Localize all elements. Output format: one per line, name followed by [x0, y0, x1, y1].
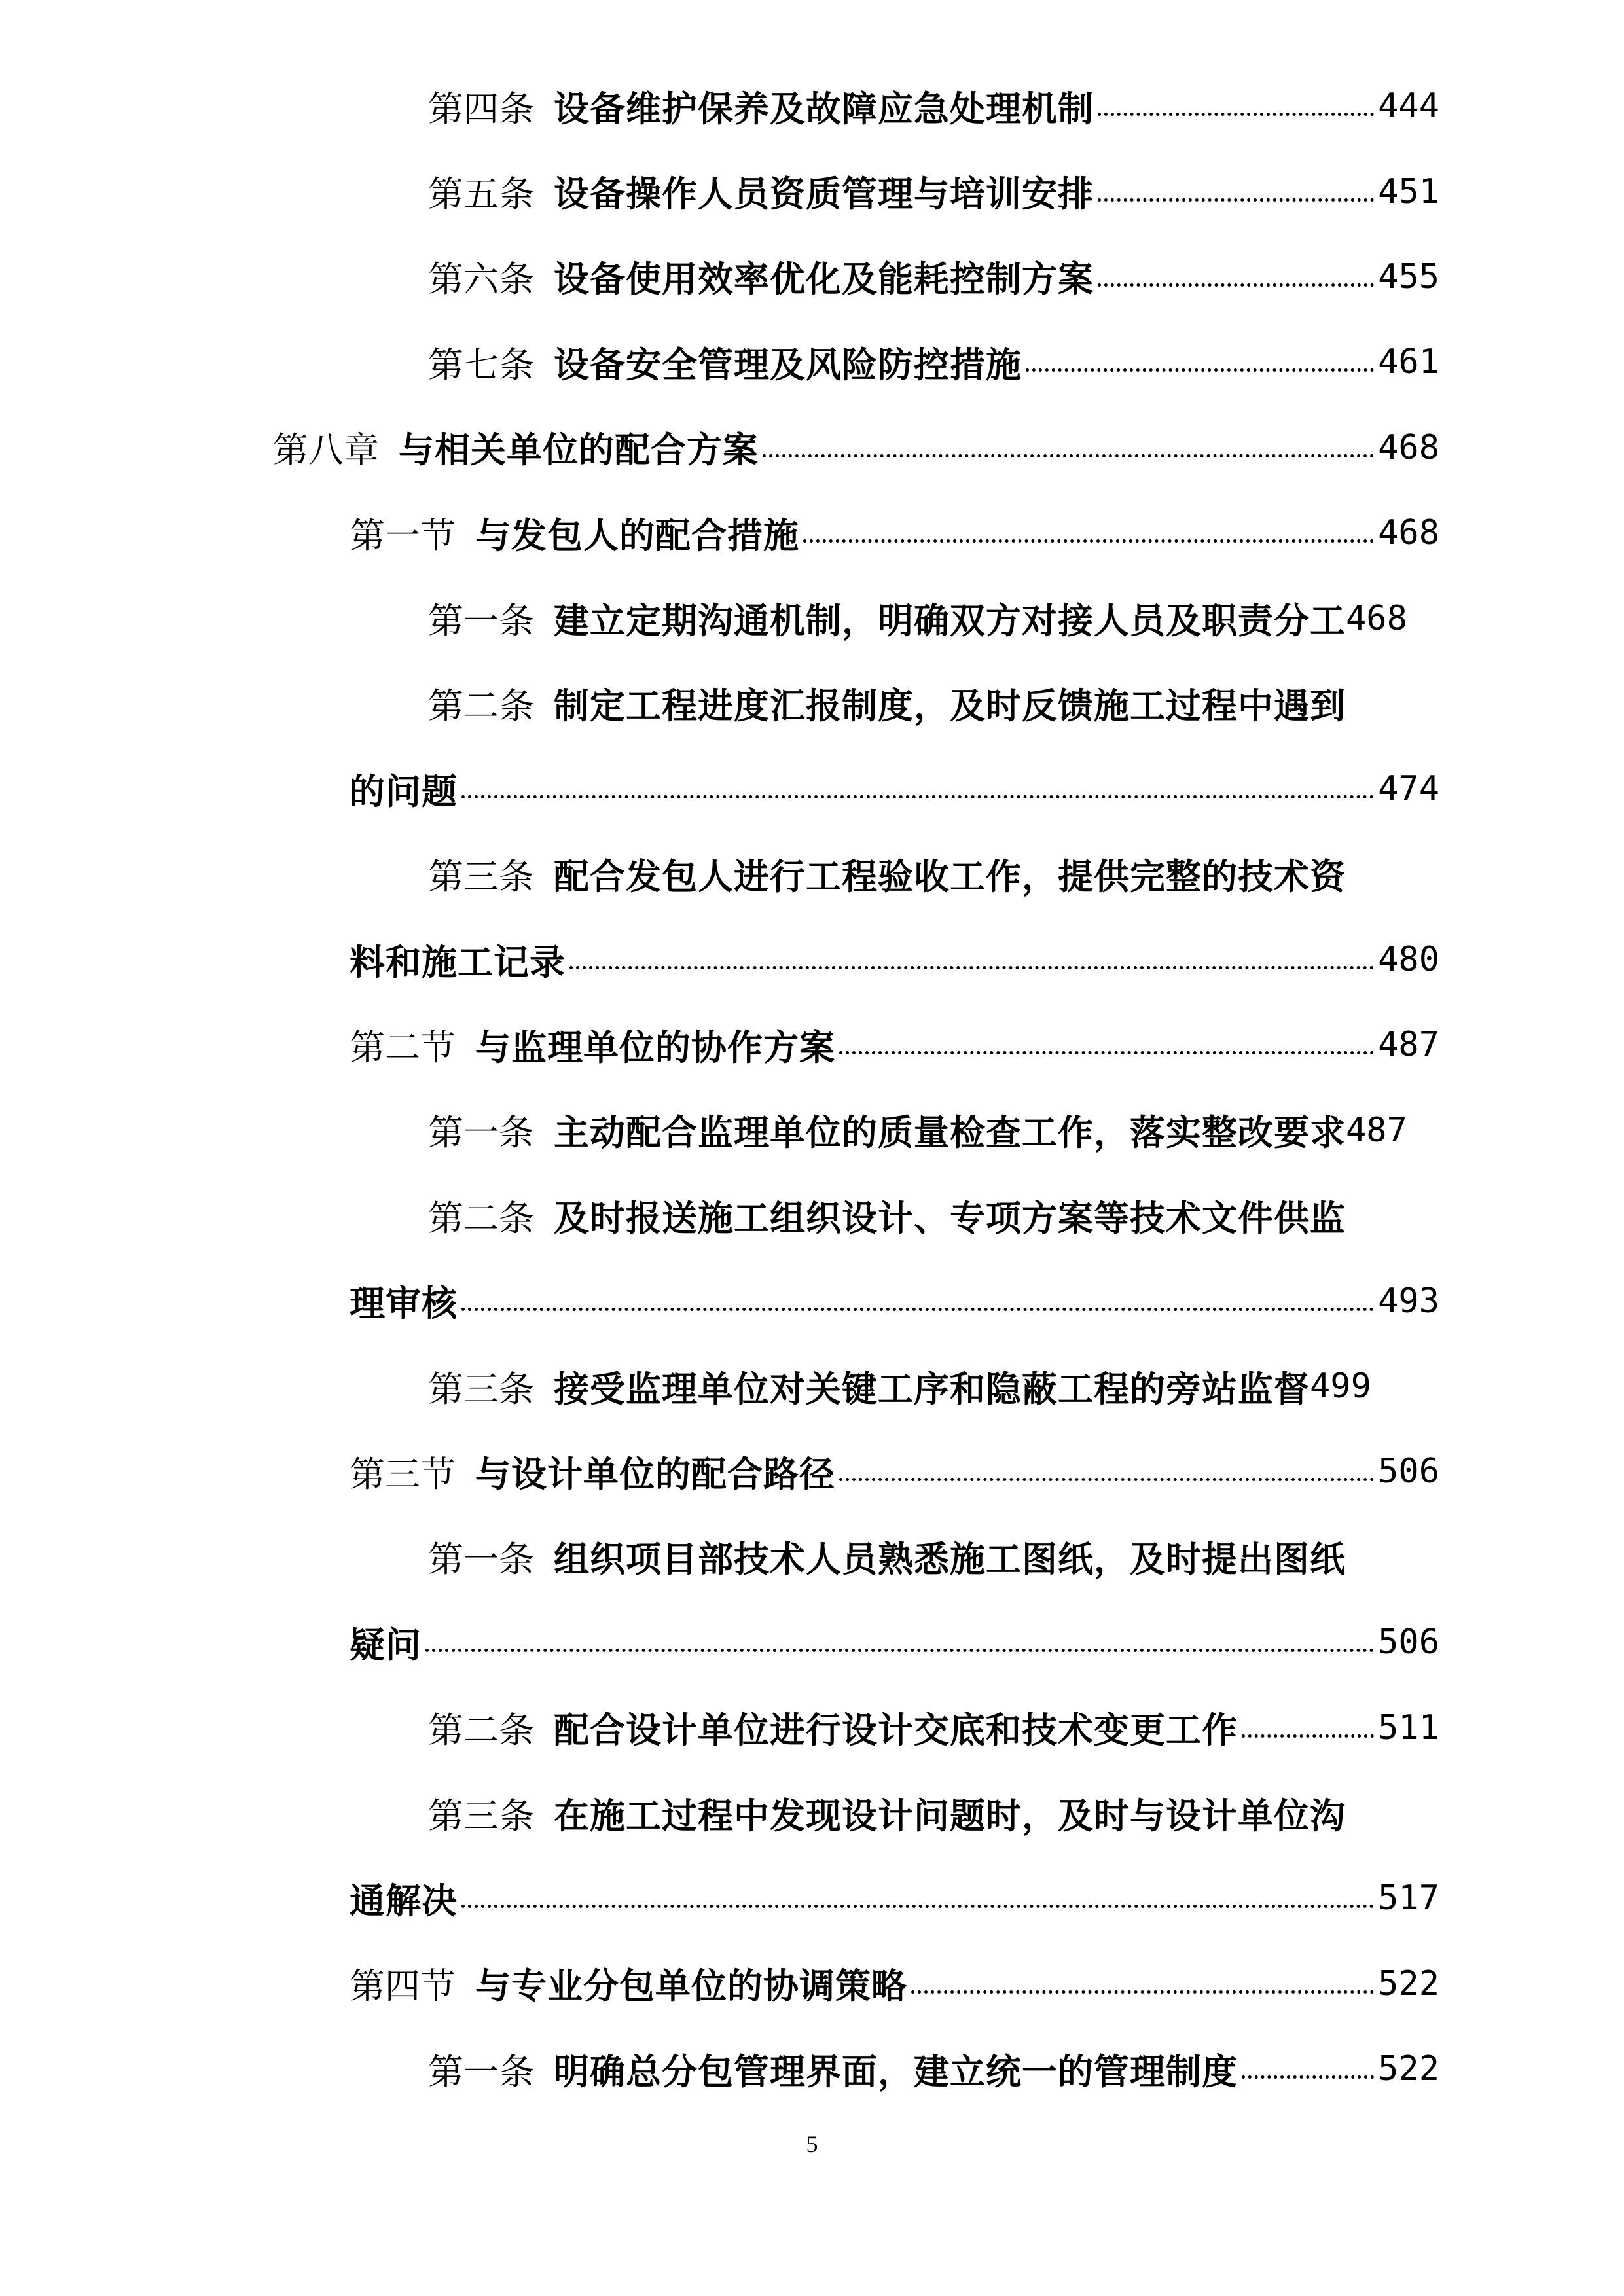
toc-entry[interactable] [0, 405, 1624, 490]
dot-leader [839, 1454, 1374, 1489]
toc-page-number: 487 [1378, 1025, 1439, 1065]
toc-entry-title: 设备维护保养及故障应急处理机制 [554, 87, 1094, 130]
dot-leader [1242, 1710, 1374, 1746]
toc-entry-title: 主动配合监理单位的质量检查工作，落实整改要求 [554, 1111, 1346, 1154]
toc-page-number: 522 [1378, 2049, 1439, 2089]
toc-entry-label: 第一条 [428, 2051, 534, 2092]
toc-page-number: 480 [1378, 940, 1439, 980]
toc-page-number: 487 [1346, 1110, 1407, 1150]
toc-entry[interactable] [0, 319, 1624, 404]
toc-entry-continuation[interactable] [0, 1600, 1624, 1685]
toc-entry[interactable] [0, 1941, 1624, 2026]
toc-page-number: 506 [1378, 1452, 1439, 1492]
toc-entry-title: 及时报送施工组织设计、专项方案等技术文件供监 [554, 1196, 1346, 1239]
dot-leader [461, 771, 1374, 806]
toc-page-number: 517 [1378, 1878, 1439, 1918]
toc-page-number: 493 [1378, 1281, 1439, 1321]
dot-leader [1098, 259, 1374, 295]
toc-page-number: 499 [1310, 1367, 1371, 1407]
toc-entry-label: 第六条 [428, 259, 534, 300]
toc-page-number: 468 [1378, 513, 1439, 553]
toc-entry-label: 第一节 [350, 514, 456, 556]
toc-entry-title: 配合设计单位进行设计交底和技术变更工作 [554, 1709, 1238, 1751]
dot-leader [569, 942, 1374, 977]
toc-entry-title: 设备使用效率优化及能耗控制方案 [554, 258, 1094, 300]
toc-page-number: 474 [1378, 769, 1439, 809]
toc-page-number: 444 [1378, 86, 1439, 126]
toc-page-number: 455 [1378, 257, 1439, 296]
toc-entry-label: 第三条 [428, 1795, 534, 1837]
toc-entry-title: 与专业分包单位的协调策略 [475, 1965, 907, 2007]
toc-entry-label: 第三条 [428, 1368, 534, 1410]
toc-entry-title: 与相关单位的配合方案 [399, 429, 759, 471]
dot-leader [803, 515, 1374, 550]
toc-entry-continuation[interactable] [0, 1856, 1624, 1941]
toc-entry-label: 第五条 [428, 173, 534, 215]
toc-entry[interactable] [0, 234, 1624, 319]
page-number: 5 [806, 2131, 818, 2157]
toc-entry-title-continued: 通解决 [350, 1879, 458, 1922]
toc-entry[interactable] [0, 149, 1624, 234]
toc-entry-title: 制定工程进度汇报制度，及时反馈施工过程中遇到 [554, 685, 1346, 727]
toc-entry[interactable] [0, 1344, 1624, 1429]
dot-leader [461, 1283, 1374, 1319]
toc-entry[interactable] [0, 1685, 1624, 1770]
dot-leader [763, 430, 1374, 465]
toc-entry[interactable] [0, 575, 1624, 660]
toc-entry-title: 在施工过程中发现设计问题时，及时与设计单位沟 [554, 1794, 1346, 1837]
toc-entry-title: 接受监理单位对关键工序和隐蔽工程的旁站监督 [554, 1367, 1310, 1410]
toc-entry-label: 第一条 [428, 1539, 534, 1581]
dot-leader [461, 1880, 1374, 1916]
table-of-contents [0, 63, 1624, 2111]
toc-entry-title-continued: 疑问 [350, 1623, 422, 1666]
toc-entry-label: 第八章 [273, 429, 379, 471]
toc-entry[interactable] [0, 1088, 1624, 1173]
toc-entry-label: 第四条 [428, 88, 534, 130]
toc-entry-title: 与发包人的配合措施 [475, 514, 799, 556]
toc-entry[interactable] [0, 661, 1624, 746]
toc-page-number: 461 [1378, 342, 1439, 382]
toc-entry-title: 与设计单位的配合路径 [475, 1452, 835, 1495]
toc-entry[interactable] [0, 1173, 1624, 1258]
toc-entry-title: 建立定期沟通机制，明确双方对接人员及职责分工 [554, 600, 1346, 642]
toc-entry[interactable] [0, 1770, 1624, 1856]
toc-entry-title: 设备安全管理及风险防控措施 [554, 343, 1022, 386]
toc-page-number: 511 [1378, 1708, 1439, 1748]
toc-entry[interactable] [0, 1515, 1624, 1600]
toc-entry-label: 第四节 [350, 1965, 456, 2007]
dot-leader [839, 1027, 1374, 1062]
toc-entry-label: 第二条 [428, 685, 534, 727]
toc-page-number: 522 [1378, 1964, 1439, 2003]
toc-entry-title: 配合发包人进行工程验收工作，提供完整的技术资 [554, 855, 1346, 898]
toc-entry[interactable] [0, 832, 1624, 917]
toc-entry-title: 设备操作人员资质管理与培训安排 [554, 173, 1094, 215]
dot-leader [425, 1624, 1374, 1660]
toc-entry-title-continued: 料和施工记录 [350, 941, 566, 983]
toc-entry[interactable] [0, 1429, 1624, 1514]
toc-entry-label: 第一条 [428, 1112, 534, 1154]
toc-entry-label: 第二条 [428, 1197, 534, 1239]
toc-entry-title-continued: 的问题 [350, 770, 458, 812]
toc-entry-label: 第三条 [428, 856, 534, 898]
toc-page-number: 468 [1378, 427, 1439, 467]
toc-entry-title: 与监理单位的协作方案 [475, 1026, 835, 1068]
toc-entry-continuation[interactable] [0, 746, 1624, 831]
toc-page-number: 451 [1378, 171, 1439, 211]
dot-leader [1098, 174, 1374, 209]
toc-entry[interactable] [0, 1002, 1624, 1087]
toc-entry-continuation[interactable] [0, 917, 1624, 1002]
toc-entry-title: 组织项目部技术人员熟悉施工图纸，及时提出图纸 [554, 1538, 1346, 1581]
toc-entry[interactable] [0, 490, 1624, 575]
toc-entry-label: 第七条 [428, 344, 534, 386]
toc-entry[interactable] [0, 63, 1624, 149]
dot-leader [911, 1966, 1374, 2001]
toc-entry-label: 第三节 [350, 1453, 456, 1495]
toc-entry-label: 第二条 [428, 1710, 534, 1751]
toc-entry-label: 第一条 [428, 600, 534, 642]
dot-leader [1098, 88, 1374, 124]
toc-page-number: 468 [1346, 598, 1407, 638]
dot-leader [1026, 344, 1374, 380]
toc-entry[interactable] [0, 2026, 1624, 2111]
toc-page-number: 506 [1378, 1623, 1439, 1662]
toc-entry-title: 明确总分包管理界面，建立统一的管理制度 [554, 2050, 1238, 2092]
toc-entry-label: 第二节 [350, 1026, 456, 1068]
dot-leader [1242, 2051, 1374, 2087]
toc-entry-continuation[interactable] [0, 1258, 1624, 1343]
toc-entry-title-continued: 理审核 [350, 1282, 458, 1325]
